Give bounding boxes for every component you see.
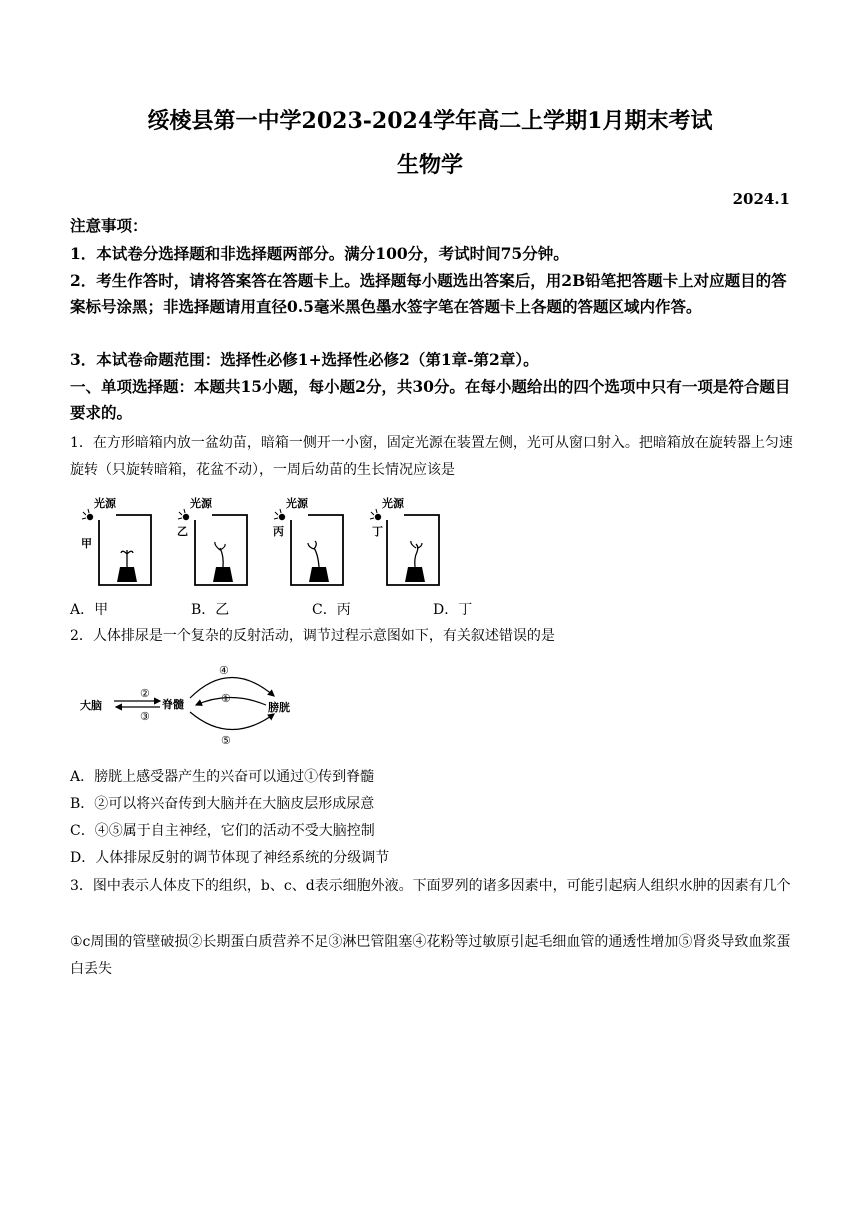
spinal-cord-label: 脊髓 — [162, 698, 184, 711]
svg-text:光源: 光源 — [286, 497, 308, 510]
exam-title: 绥棱县第一中学2023-2024学年高二上学期1月期末考试 — [147, 108, 713, 134]
path-4-label: ④ — [219, 664, 229, 677]
light-source-icon — [87, 514, 93, 520]
section1-heading: 一、单项选择题：本题共15小题，每小题2分，共30分。在每小题给出的四个选项中只有一项是符合题目要求的。 — [70, 377, 791, 422]
bladder-label: 膀胱 — [268, 701, 290, 714]
q1-panel-ding — [370, 496, 439, 585]
q1-option-b: B．乙 — [191, 602, 230, 618]
q2-figure — [78, 660, 318, 750]
panel-label-bing: 丙 — [273, 525, 284, 538]
q1-panel-jia — [81, 496, 151, 585]
q3-stem: 3．图中表示人体皮下的组织，b、c、d表示细胞外液。下面罗列的诸多因素中，可能引起病人组织水肿的因素有几个 — [70, 878, 791, 894]
exam-subject: 生物学 — [396, 152, 463, 178]
panel-label-ding: 丁 — [372, 525, 383, 538]
light-source-label: 光源 — [94, 497, 116, 510]
brain-label: 大脑 — [80, 699, 102, 712]
path-3-label: ③ — [140, 710, 150, 723]
q1-stem: 1．在方形暗箱内放一盆幼苗，暗箱一侧开一小窗，固定光源在装置左侧，光可从窗口射入。把暗箱放在旋转器上匀速旋转（只旋转暗箱，花盆不动），一周后幼苗的生长情况应该是 — [70, 435, 793, 478]
notice-item-1: 1．本试卷分选择题和非选择题两部分。满分100分，考试时间75分钟。 — [70, 244, 569, 263]
q1-figure — [76, 492, 456, 588]
q1-option-d: D．丁 — [433, 602, 473, 618]
q2-option-c: C．④⑤属于自主神经，它们的活动不受大脑控制 — [70, 823, 375, 839]
q1-option-c: C．丙 — [312, 602, 351, 618]
q2-option-b: B．②可以将兴奋传到大脑并在大脑皮层形成尿意 — [70, 796, 375, 812]
q3-factors: ①c周围的管壁破损②长期蛋白质营养不足③淋巴管阻塞④花粉等过敏原引起毛细血管的通透性增加⑤肾炎导致血浆蛋白丢失 — [70, 934, 791, 977]
q2-stem: 2．人体排尿是一个复杂的反射活动，调节过程示意图如下，有关叙述错误的是 — [70, 628, 555, 644]
q2-option-a: A．膀胱上感受器产生的兴奋可以通过①传到脊髓 — [70, 769, 375, 785]
notice-heading: 注意事项： — [70, 216, 148, 235]
path-1-label: ① — [221, 692, 231, 705]
svg-text:光源: 光源 — [382, 497, 404, 510]
q1-panel-bing — [273, 496, 343, 585]
light-source-icon — [279, 514, 285, 520]
notice-item-2: 2．考生作答时，请将答案答在答题卡上。选择题每小题选出答案后，用2B铅笔把答题卡上对应题目的答案标号涂黑；非选择题请用直径0.5毫米黑色墨水签字笔在答题卡上各题的答题区域内作答。 — [70, 271, 787, 316]
q1-option-a: A．甲 — [70, 602, 109, 618]
svg-text:光源: 光源 — [190, 497, 212, 510]
panel-label-jia: 甲 — [81, 537, 92, 550]
notice-item-3: 3．本试卷命题范围：选择性必修1+选择性必修2（第1章-第2章）。 — [70, 350, 539, 369]
path-5-label: ⑤ — [221, 734, 231, 747]
exam-date: 2024.1 — [732, 190, 790, 208]
light-source-icon — [375, 514, 381, 520]
q2-option-d: D．人体排尿反射的调节体现了神经系统的分级调节 — [70, 850, 390, 866]
panel-label-yi: 乙 — [177, 525, 188, 538]
path-2-label: ② — [140, 687, 150, 700]
light-source-icon — [183, 514, 189, 520]
q1-panel-yi — [177, 496, 247, 585]
